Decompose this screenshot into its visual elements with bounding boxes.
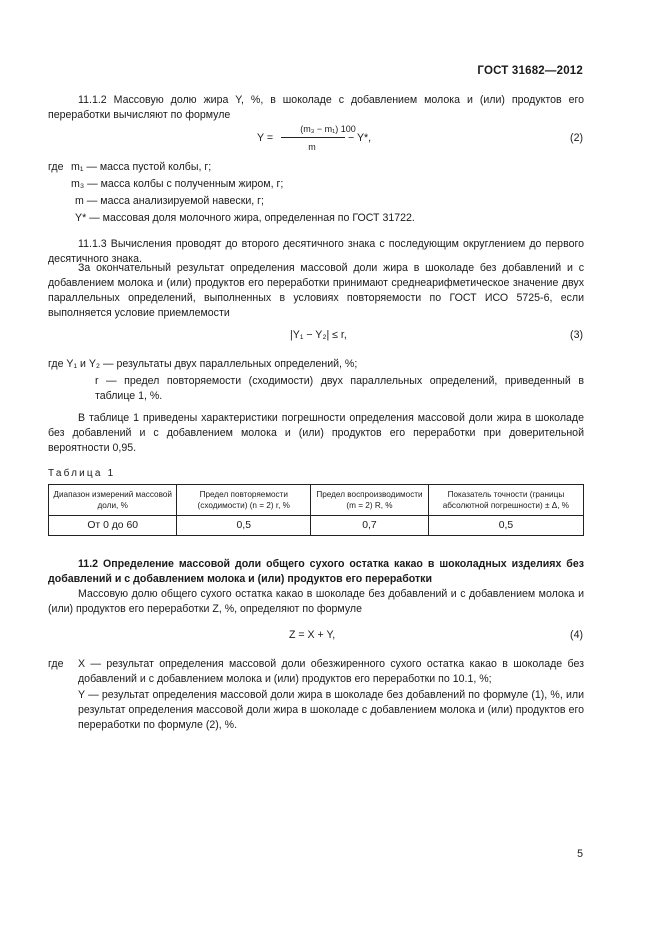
where-item-y-star: Y* — массовая доля молочного жира, определенная по ГОСТ 31722.	[75, 212, 415, 224]
where-3-line-1: где Y₁ и Y₂ — результаты двух параллельных определений, %;	[48, 358, 358, 370]
table-cell-range: От 0 до 60	[49, 516, 177, 536]
paragraph-11-1-2: 11.1.2 Массовую долю жира Y, %, в шоколаде с добавлением молока и (или) продуктов его переработки вычисляют по формуле	[48, 94, 584, 121]
table-row	[49, 516, 584, 536]
table-cell-repeatability: 0,5	[177, 516, 311, 536]
where-item-m: m — масса анализируемой навески, г;	[75, 195, 264, 207]
table-cell-accuracy: 0,5	[428, 516, 583, 536]
formula-2-numerator: (m₃ − m₁) 100	[300, 124, 356, 134]
formula-3-number: (3)	[570, 329, 583, 341]
table-cell-reproducibility: 0,7	[311, 516, 429, 536]
section-heading-11-2: 11.2 Определение массовой доли общего сухого остатка какао в шоколадных изделиях без добавлений и с добавлением молока и (или) продуктов его переработки	[48, 558, 584, 585]
formula-4-number: (4)	[570, 629, 583, 641]
where-item-m3: m₃ — масса колбы с полученным жиром, г;	[71, 178, 284, 190]
table-header-repeatability: Предел повторяемости (сходимости) (n = 2) r, %	[177, 485, 311, 516]
table-header-row	[49, 485, 584, 516]
paragraph-final-result: За окончательный результат определения массовой доли жира в шоколаде без добавлений и с добавлением молока и (или) продуктов его переработки принимают среднеарифметическое значение двух параллельных определений, выполненных в условиях повторяемости по ГОСТ ИСО 5725-6, если выполняется условие приемлемости	[48, 262, 584, 319]
formula-2-rhs: − Y*,	[348, 132, 372, 144]
formula-2-lhs: Y =	[257, 132, 274, 144]
formula-2-number: (2)	[570, 132, 583, 144]
paragraph-11-2: Массовую долю общего сухого остатка какао в шоколаде без добавлений и с добавлением молока и (или) продуктов его переработки Z, %, определяют по формуле	[48, 588, 584, 615]
document-header: ГОСТ 31682—2012	[477, 65, 583, 77]
where-3-line-2: r — предел повторяемости (сходимости) двух параллельных определений, приведенный в таблице 1, %.	[95, 375, 584, 402]
table-header-reproducibility: Предел воспроизводимости (m = 2) R, %	[311, 485, 429, 516]
table-1	[48, 484, 584, 536]
formula-2-denominator: m	[308, 142, 316, 152]
table-header-accuracy: Показатель точности (границы абсолютной погрешности) ± Δ, %	[428, 485, 583, 516]
table-header-range: Диапазон измерений массовой доли, %	[49, 485, 177, 516]
where-4-x-item: X — результат определения массовой доли обезжиренного сухого остатка какао в шоколаде без добавлений и с добавлением молока и (или) продуктов его переработки по 10.1, %;	[78, 658, 584, 685]
where-item-m1: m₁ — масса пустой колбы, г;	[71, 161, 212, 173]
paragraph-table-intro: В таблице 1 приведены характеристики погрешности определения массовой доли жира в шоколаде без добавлений и с добавлением молока и (или) продуктов его переработки при доверительной вероятности 0,95.	[48, 412, 584, 454]
page-number: 5	[577, 848, 583, 860]
where-4-y-item: Y — результат определения массовой доли жира в шоколаде без добавлений по формуле (1), %, или результат определения массовой доли жира в шоколаде с добавлением молока и (или) продуктов его переработки по формуле (2), %.	[78, 689, 584, 731]
paragraph-11-1-3: 11.1.3 Вычисления проводят до второго десятичного знака с последующим округлением до первого десятичного знака.	[48, 238, 584, 265]
formula-4: Z = X + Y,	[289, 629, 336, 641]
table-1-caption: Таблица 1	[48, 468, 116, 479]
where-word: где	[48, 161, 64, 173]
formula-3: |Y₁ − Y₂| ≤ r,	[290, 329, 347, 341]
formula-2-fraction-bar	[281, 137, 345, 138]
where-4-word: где	[48, 658, 64, 670]
